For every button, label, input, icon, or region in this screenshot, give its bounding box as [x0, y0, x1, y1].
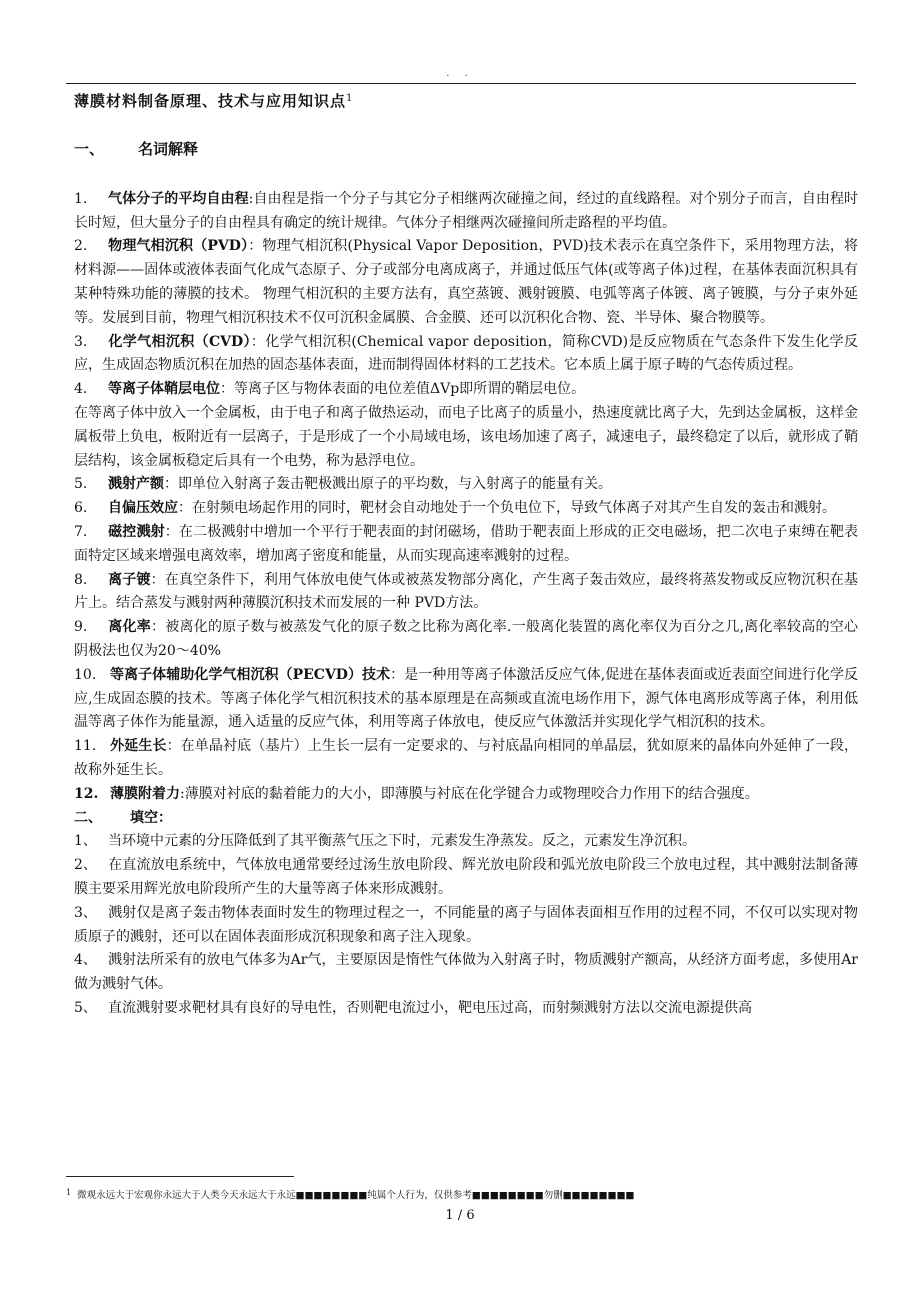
term-name: 溅射产额 [108, 476, 164, 493]
term-item [74, 473, 858, 497]
term-name: 薄膜附着力 [110, 785, 180, 802]
term-number: 8. [74, 571, 88, 588]
fill-number: 5、 [74, 999, 97, 1016]
term-definition: ：在真空条件下，利用气体放电使气体或被蒸发物部分离化，产生离子轰击效应，最终将蒸发物或反应物沉积在基片上。结合蒸发与溅射两种薄膜沉积技术而发展的一种 PVD方法。 [74, 571, 859, 612]
term-number: 3. [74, 333, 88, 350]
term-name: 化学气相沉积（CVD） [108, 333, 251, 350]
fill-text: 当环境中元素的分压降低到了其平衡蒸气压之下时，元素发生净蒸发。反之，元素发生净沉积。 [108, 833, 696, 850]
section-heading-terms [74, 138, 858, 162]
fill-item [74, 902, 858, 950]
fill-number: 1、 [74, 833, 97, 850]
term-definition: 在等离子体中放入一个金属板，由于电子和离子做热运动，而电子比离子的质量小，热速度就比离子大，先到达金属板，这样金属板带上负电，板附近有一层离子，于是形成了一个小局域电场，该电场加速了离子，减速电子，最终稳定了以后，就形成了鞘层结构，该金属板稳定后具有一个电势，称为悬浮电位。 [74, 404, 858, 469]
term-item [74, 188, 858, 236]
header-dots: . . [446, 68, 474, 79]
fill-item [74, 854, 858, 902]
fill-item [74, 997, 858, 1021]
fill-item [74, 949, 858, 997]
term-definition: ：即单位入射离子轰击靶极溅出原子的平均数，与入射离子的能量有关。 [164, 476, 612, 493]
term-number: 2. [74, 238, 88, 255]
term-number: 12. [74, 785, 99, 802]
term-name: 等离子体鞘层电位 [108, 381, 220, 398]
fill-number: 4、 [74, 952, 97, 969]
footnote [66, 1186, 635, 1203]
fill-text: 直流溅射要求靶材具有良好的导电性，否则靶电流过小，靶电压过高，而射频溅射方法以交流电源提供高 [108, 999, 752, 1016]
term-continuation [74, 402, 858, 473]
document-title-text: 薄膜材料制备原理、技术与应用知识点 [74, 92, 347, 110]
term-name: 物理气相沉积（PVD） [108, 238, 249, 255]
term-definition: ：是一种用等离子体激活反应气体,促进在基体表面或近表面空间进行化学反应,生成固态膜的技术。等离子体化学气相沉积技术的基本原理是在高频或直流电场作用下，源气体电离形成等离子体，利用低温等离子体作为能量源，通入适量的反应气体，利用等离子体放电，使反应气体激活并实现化学气相沉积的技术。 [74, 666, 858, 731]
header-rule [66, 83, 856, 84]
term-item [74, 616, 858, 664]
term-number: 7. [74, 523, 88, 540]
term-number: 4. [74, 381, 88, 398]
term-name: 外延生长 [110, 738, 167, 755]
document-title [74, 88, 858, 112]
section-number: 一、 [74, 140, 105, 158]
term-number: 10. [74, 666, 97, 683]
term-definition: ：在射频电场起作用的同时，靶材会自动地处于一个负电位下，导致气体离子对其产生自发的轰击和溅射。 [178, 500, 836, 517]
term-number: 6. [74, 500, 88, 517]
term-definition: :自由程是指一个分子与其它分子相继两次碰撞之间，经过的直线路程。对个别分子而言，自由程时长时短，但大量分子的自由程具有确定的统计规律。气体分子相继两次碰撞间所走路程的平均值。 [74, 190, 858, 231]
term-name: 离化率 [108, 619, 151, 636]
section-title: 名词解释 [138, 140, 199, 158]
document-body [74, 88, 858, 1021]
page-number: 1 / 6 [445, 1208, 475, 1223]
term-item [74, 735, 858, 783]
footnote-rule [66, 1176, 294, 1177]
term-name: 离子镀 [108, 571, 151, 588]
term-list [74, 188, 858, 807]
fill-item [74, 830, 858, 854]
term-name: 气体分子的平均自由程 [108, 190, 249, 207]
footnote-text: 微观永远大于宏观你永远大于人类今天永远大于永远■■■■■■■■纯属个人行为，仅供参考■■■■■■■■勿删■■■■■■■■ [77, 1190, 635, 1201]
term-name: 等离子体辅助化学气相沉积（PECVD）技术 [110, 666, 391, 683]
term-item [74, 235, 858, 330]
footnote-mark: 1 [66, 1188, 72, 1197]
fill-text: 在直流放电系统中，气体放电通常要经过汤生放电阶段、辉光放电阶段和弧光放电阶段三个放电过程，其中溅射法制备薄膜主要采用辉光放电阶段所产生的大量等离子体来形成溅射。 [74, 857, 858, 897]
section-number: 二、 [74, 809, 102, 826]
term-item [74, 378, 858, 402]
term-item [74, 497, 858, 521]
term-item [74, 783, 858, 807]
term-name: 磁控溅射 [108, 523, 165, 540]
term-number: 1. [74, 190, 88, 207]
term-item [74, 331, 858, 379]
term-name: 自偏压效应 [108, 500, 178, 517]
term-definition: ：物理气相沉积(Physical Vapor Deposition，PVD)技术表示在真空条件下，采用物理方法，将材料源——固体或液体表面气化成气态原子、分子或部分电离成离子，并通过低压气体(或等离子体)过程，在基体表面沉积具有某种特殊功能的薄膜的技术。 物理气相沉积的主要方法有，真空蒸镀、溅射镀膜、电弧等离子体镀、离子镀膜，与分子束外延等。发展到目前，物理气相沉积技术不仅可沉积金属膜、合金膜、还可以沉积化合物、瓷、半导体、聚合物膜等。 [74, 238, 858, 326]
term-number: 11. [74, 738, 97, 755]
section-heading-fill [74, 807, 858, 831]
term-item [74, 664, 858, 735]
term-number: 9. [74, 619, 88, 636]
term-number: 5. [74, 476, 88, 493]
term-definition: :薄膜对衬底的黏着能力的大小，即薄膜与衬底在化学键合力或物理咬合力作用下的结合强度。 [180, 785, 759, 802]
term-item [74, 569, 858, 617]
footnote-reference[interactable]: 1 [346, 93, 354, 104]
term-item [74, 521, 858, 569]
fill-number: 3、 [74, 904, 97, 921]
fill-number: 2、 [74, 857, 97, 874]
term-definition: ：化学气相沉积(Chemical vapor deposition，简称CVD)是反应物质在气态条件下发生化学反应，生成固态物质沉积在加热的固态基体表面，进而制得固体材料的工艺技术。它本质上属于原子畴的气态传质过程。 [74, 333, 858, 374]
section-title: 填空： [130, 809, 172, 826]
term-definition: ：在二极溅射中增加一个平行于靶表面的封闭磁场，借助于靶表面上形成的正交电磁场，把二次电子束缚在靶表面特定区域来增强电离效率，增加离子密度和能量，从而实现高速率溅射的过程。 [74, 523, 859, 564]
fill-text: 溅射法所采有的放电气体多为Ar气，主要原因是惰性气体做为入射离子时，物质溅射产额高，从经济方面考虑，多使用Ar做为溅射气体。 [74, 952, 858, 993]
fill-text: 溅射仅是离子轰击物体表面时发生的物理过程之一，不同能量的离子与固体表面相互作用的过程不同，不仅可以实现对物质原子的溅射，还可以在固体表面形成沉积现象和离子注入现象。 [74, 904, 858, 945]
term-definition: ：等离子区与物体表面的电位差值ΔVp即所谓的鞘层电位。 [220, 381, 586, 398]
term-definition: ：在单晶衬底（基片）上生长一层有一定要求的、与衬底晶向相同的单晶层，犹如原来的晶体向外延伸了一段，故称外延生长。 [74, 738, 859, 778]
fill-list [74, 830, 858, 1020]
term-definition: ：被离化的原子数与被蒸发气化的原子数之比称为离化率.一般离化装置的离化率仅为百分之几,离化率较高的空心阴极法也仅为20～40% [74, 619, 859, 659]
